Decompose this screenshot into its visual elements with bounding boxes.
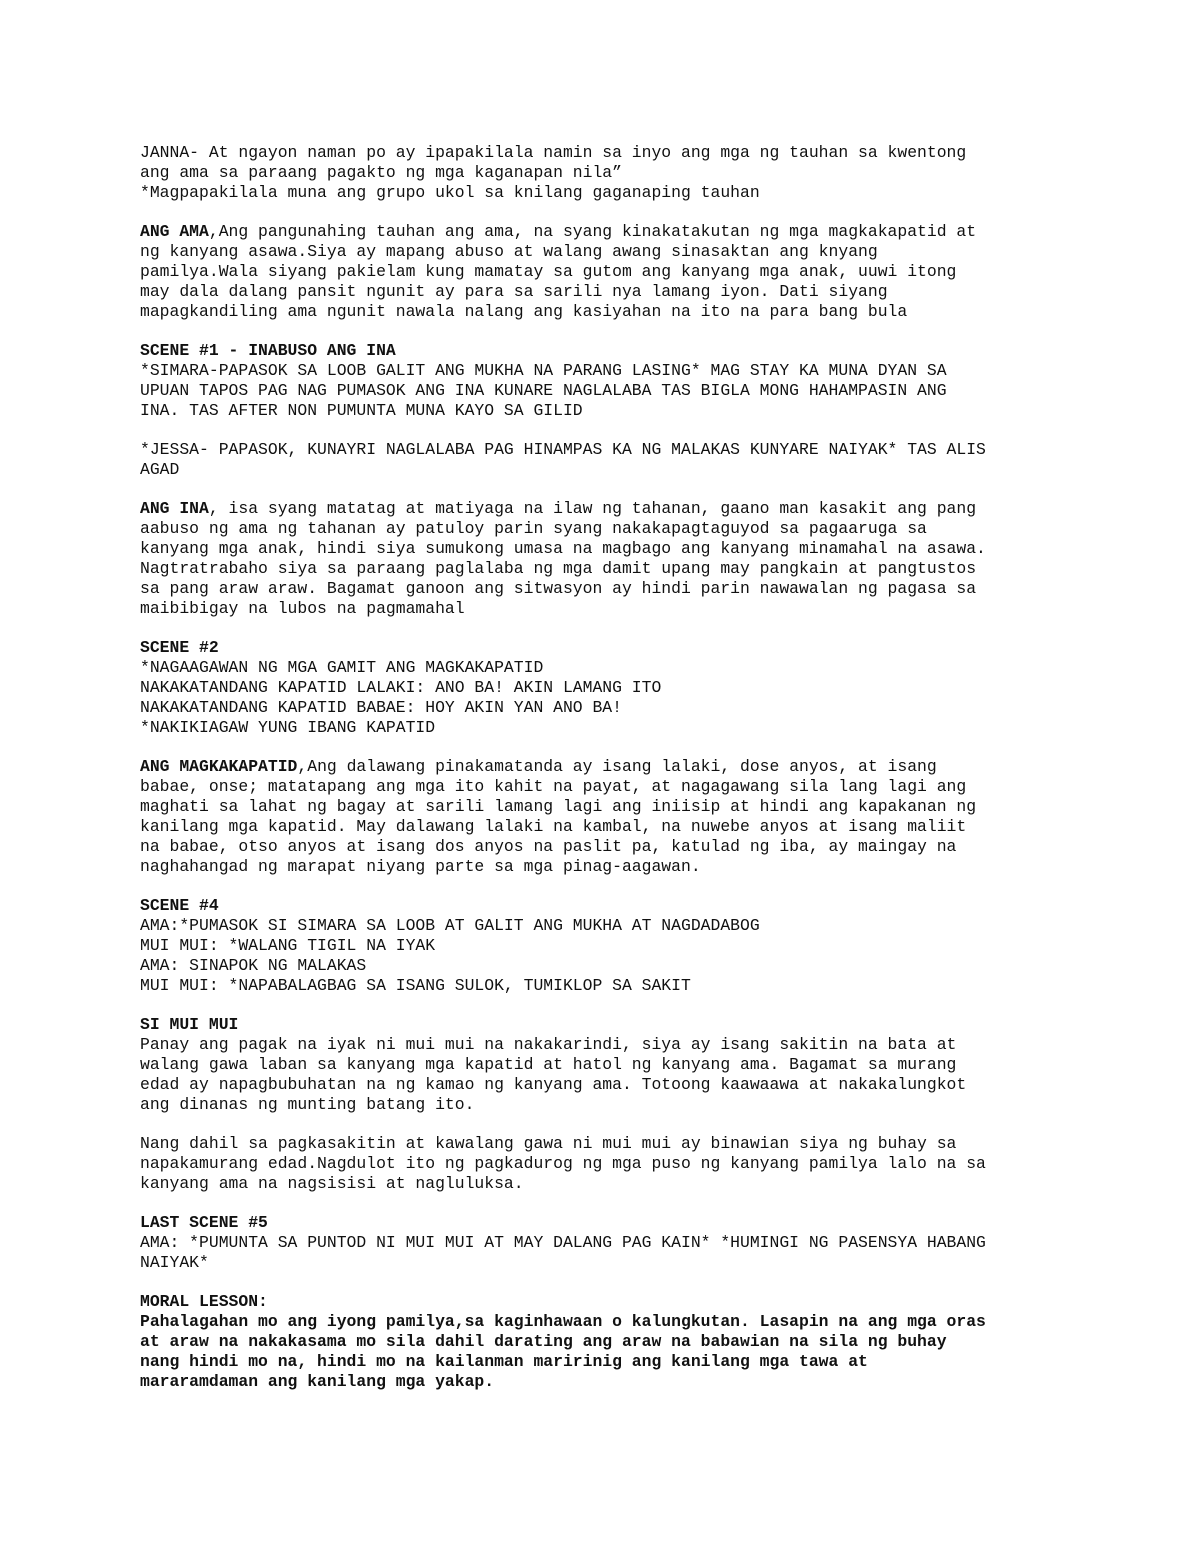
si-mui-mui-line: kanyang ama na nagsisisi at nagluluksa. — [140, 1174, 524, 1193]
ang-magkakapatid-label: ANG MAGKAKAPATID — [140, 757, 298, 776]
ang-magkakapatid-first-line — [140, 757, 1060, 777]
last-scene-heading: LAST SCENE #5 — [140, 1213, 268, 1232]
moral-lesson-line: Pahalagahan mo ang iyong pamilya,sa kaginhawaan o kalungkutan. Lasapin na ang mga oras — [140, 1312, 986, 1331]
si-mui-mui-line: walang gawa laban sa kanyang mga kapatid at hatol ng kanyang ama. Bagamat sa murang — [140, 1055, 957, 1074]
ang-ina-line: Nagtratrabaho siya sa paraang paglalaba ng mga damit upang may pangkain at pangtustos — [140, 559, 977, 578]
ang-magkakapatid-line: kanilang mga kapatid. May dalawang lalaki na kambal, na nuwebe anyos at isang maliit — [140, 817, 967, 836]
ang-ina-line: aabuso ng ama ng tahanan ay patuloy parin syang nakakapagtaguyod sa pagaaruga sa — [140, 519, 927, 538]
moral-lesson-line: at araw na nakakasama mo sila dahil darating ang araw na babawian na sila ng buhay — [140, 1332, 947, 1351]
moral-lesson-line: nang hindi mo na, hindi mo na kailanman maririnig ang kanilang mga tawa at — [140, 1352, 868, 1371]
last-scene-line: AMA: *PUMUNTA SA PUNTOD NI MUI MUI AT MAY DALANG PAG KAIN* *HUMINGI NG PASENSYA HABANG — [140, 1233, 986, 1252]
scene1-heading: SCENE #1 - INABUSO ANG INA — [140, 341, 396, 360]
ang-ina-first-line — [140, 499, 1060, 519]
moral-lesson-line: mararamdaman ang kanilang mga yakap. — [140, 1372, 495, 1391]
ang-ama-paragraph — [140, 222, 1060, 322]
ang-ama-label: ANG AMA — [140, 222, 209, 241]
ang-ina-line: kanyang mga anak, hindi siya sumukong umasa na magbago ang kanyang minamahal na asawa. — [140, 539, 986, 558]
ang-ama-line: ng kanyang asawa.Siya ay mapang abuso at walang awang sinasaktan ang knyang — [140, 242, 878, 261]
ang-ama-line: mapagkandiling ama ngunit nawala nalang ang kasiyahan na ito na para bang bula — [140, 302, 908, 321]
scene2-line: NAKAKATANDANG KAPATID LALAKI: ANO BA! AKIN LAMANG ITO — [140, 678, 662, 697]
ang-magkakapatid-line: naghahangad ng marapat niyang parte sa mga pinag-aagawan. — [140, 857, 701, 876]
scene2-line: NAKAKATANDANG KAPATID BABAE: HOY AKIN YAN ANO BA! — [140, 698, 622, 717]
ang-ama-first-line — [140, 222, 1060, 242]
ang-ama-line: pamilya.Wala siyang pakielam kung mamatay sa gutom ang kanyang mga anak, uuwi itong — [140, 262, 957, 281]
si-mui-mui-line: edad ay napagbubuhatan na ng kamao ng kanyang ama. Totoong kaawaawa at nakakalungkot — [140, 1075, 967, 1094]
scene1-line: UPUAN TAPOS PAG NAG PUMASOK ANG INA KUNARE NAGLALABA TAS BIGLA MONG HAHAMPASIN ANG — [140, 381, 947, 400]
scene1-line: *SIMARA-PAPASOK SA LOOB GALIT ANG MUKHA NA PARANG LASING* MAG STAY KA MUNA DYAN SA — [140, 361, 947, 380]
intro-paragraph — [140, 143, 1060, 203]
scene1-jessa-paragraph — [140, 440, 1060, 480]
scene4-paragraph — [140, 896, 1060, 996]
scene4-line: AMA: SINAPOK NG MALAKAS — [140, 956, 367, 975]
si-mui-mui-line: napakamurang edad.Nagdulot ito ng pagkadurog ng mga puso ng kanyang pamilya lalo na sa — [140, 1154, 986, 1173]
ang-magkakapatid-first-line-text: ,Ang dalawang pinakamatanda ay isang lalaki, dose anyos, at isang — [297, 757, 937, 776]
intro-line: ang ama sa paraang pagakto ng mga kaganapan nila” — [140, 163, 622, 182]
scene1-jessa-line: AGAD — [140, 460, 180, 479]
scene1-line: INA. TAS AFTER NON PUMUNTA MUNA KAYO SA GILID — [140, 401, 583, 420]
scene4-line: AMA:*PUMASOK SI SIMARA SA LOOB AT GALIT ANG MUKHA AT NAGDADABOG — [140, 916, 760, 935]
ang-ina-first-line-text: , isa syang matatag at matiyaga na ilaw ng tahanan, gaano man kasakit ang pang — [208, 499, 977, 518]
ang-ina-line: sa pang araw araw. Bagamat ganoon ang sitwasyon ay hindi parin nawawalan ng pagasa sa — [140, 579, 977, 598]
scene4-line: MUI MUI: *WALANG TIGIL NA IYAK — [140, 936, 436, 955]
si-mui-mui-paragraph-2 — [140, 1134, 1060, 1194]
last-scene-line: NAIYAK* — [140, 1253, 209, 1272]
intro-line: *Magpapakilala muna ang grupo ukol sa knilang gaganaping tauhan — [140, 183, 760, 202]
document-page — [140, 143, 1060, 1411]
si-mui-mui-line: ang dinanas ng munting batang ito. — [140, 1095, 475, 1114]
ang-ina-line: maibibigay na lubos na pagmamahal — [140, 599, 465, 618]
scene2-heading: SCENE #2 — [140, 638, 219, 657]
ang-magkakapatid-line: na babae, otso anyos at isang dos anyos na paslit pa, katulad ng iba, ay maingay na — [140, 837, 957, 856]
moral-lesson-paragraph — [140, 1292, 1060, 1392]
intro-line: JANNA- At ngayon naman po ay ipapakilala namin sa inyo ang mga ng tauhan sa kwentong — [140, 143, 967, 162]
ang-magkakapatid-line: maghati sa lahat ng bagay at sarili lamang lagi ang iniisip at hindi ang kapakanan ng — [140, 797, 977, 816]
scene4-heading: SCENE #4 — [140, 896, 219, 915]
si-mui-mui-heading: SI MUI MUI — [140, 1015, 239, 1034]
last-scene-paragraph — [140, 1213, 1060, 1273]
scene2-paragraph — [140, 638, 1060, 738]
scene2-line: *NAKIKIAGAW YUNG IBANG KAPATID — [140, 718, 436, 737]
ang-magkakapatid-line: babae, onse; matatapang ang mga ito kahit na payat, at nagagawang sila lang lagi ang — [140, 777, 967, 796]
ang-ama-first-line-text: ,Ang pangunahing tauhan ang ama, na syang kinakatakutan ng mga magkakapatid at — [208, 222, 977, 241]
si-mui-mui-paragraph — [140, 1015, 1060, 1115]
si-mui-mui-line: Nang dahil sa pagkasakitin at kawalang gawa ni mui mui ay binawian siya ng buhay sa — [140, 1134, 957, 1153]
ang-magkakapatid-paragraph — [140, 757, 1060, 877]
ang-ina-label: ANG INA — [140, 499, 209, 518]
si-mui-mui-line: Panay ang pagak na iyak ni mui mui na nakakarindi, siya ay isang sakitin na bata at — [140, 1035, 957, 1054]
scene2-line: *NAGAAGAWAN NG MGA GAMIT ANG MAGKAKAPATID — [140, 658, 544, 677]
ang-ina-paragraph — [140, 499, 1060, 619]
moral-lesson-heading: MORAL LESSON: — [140, 1292, 268, 1311]
scene1-jessa-line: *JESSA- PAPASOK, KUNAYRI NAGLALABA PAG HINAMPAS KA NG MALAKAS KUNYARE NAIYAK* TAS ALIS — [140, 440, 986, 459]
scene1-paragraph — [140, 341, 1060, 421]
ang-ama-line: may dala dalang pansit ngunit ay para sa sarili nya lamang iyon. Dati siyang — [140, 282, 888, 301]
scene4-line: MUI MUI: *NAPABALAGBAG SA ISANG SULOK, TUMIKLOP SA SAKIT — [140, 976, 691, 995]
